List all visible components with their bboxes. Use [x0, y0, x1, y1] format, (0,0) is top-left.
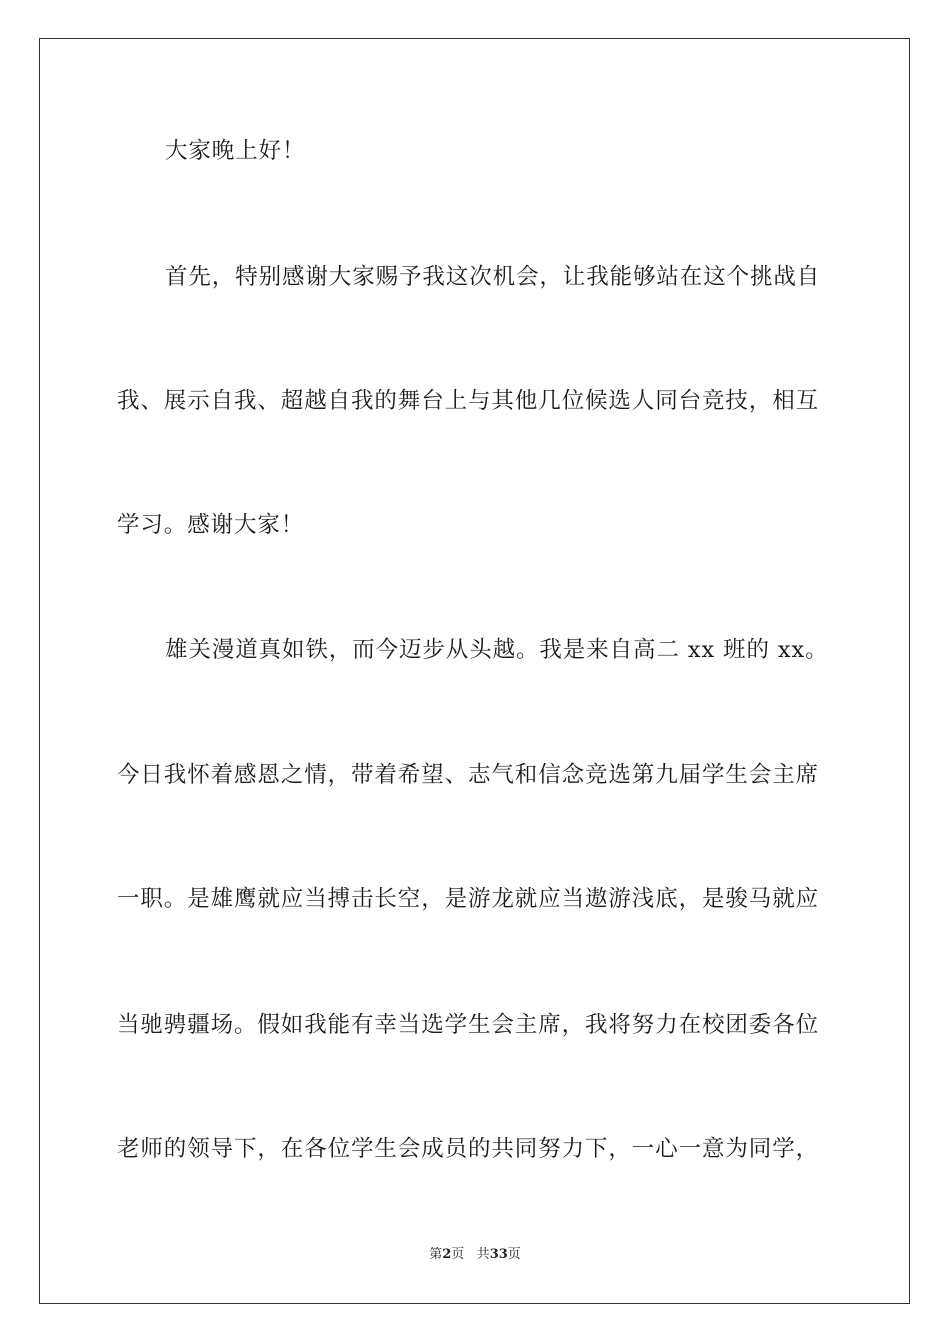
page-prefix: 第	[429, 1247, 443, 1262]
page-suffix: 页	[451, 1247, 465, 1262]
greeting-line: 大家晚上好！	[165, 138, 306, 164]
total-suffix: 页	[507, 1247, 521, 1262]
paragraph-line: 首先，特别感谢大家赐予我这次机会，让我能够站在这个挑战自	[165, 264, 821, 290]
total-prefix: 共	[476, 1247, 490, 1262]
total-pages: 33	[489, 1247, 508, 1262]
paragraph-line: 我、展示自我、超越自我的舞台上与其他几位候选人同台竞技，相互	[117, 388, 820, 414]
paragraph-line: 当驰骋疆场。假如我能有幸当选学生会主席，我将努力在校团委各位	[117, 1012, 820, 1038]
paragraph-line: 学习。感谢大家！	[117, 512, 305, 538]
page-number: 2	[442, 1247, 452, 1262]
paragraph-line: 今日我怀着感恩之情，带着希望、志气和信念竞选第九届学生会主席	[117, 762, 820, 788]
paragraph-line: 一职。是雄鹰就应当搏击长空，是游龙就应当遨游浅底，是骏马就应	[117, 886, 820, 912]
page-footer	[0, 1246, 950, 1264]
paragraph-line: 雄关漫道真如铁，而今迈步从头越。我是来自高二 xx 班的 xx。	[165, 637, 829, 663]
page-border	[39, 38, 910, 1304]
paragraph-line: 老师的领导下，在各位学生会成员的共同努力下，一心一意为同学，	[117, 1136, 820, 1162]
